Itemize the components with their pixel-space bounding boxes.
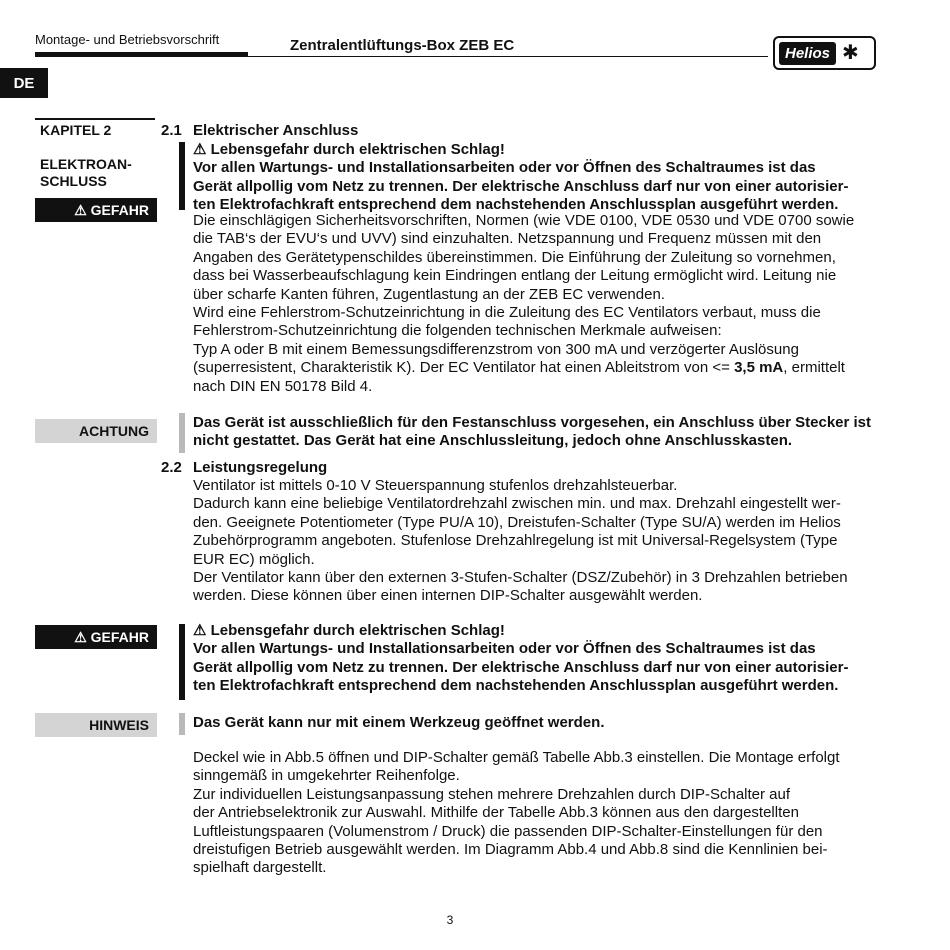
- chapter-title-line: ELEKTROAN-: [40, 156, 132, 172]
- body-line: Wird eine Fehlerstrom-Schutzeinrichtung in die Zuleitung des EC Ventilators verbaut, muss die: [193, 304, 821, 322]
- body-line: Zur individuellen Leistungsanpassung stehen mehrere Drehzahlen durch DIP-Schalter auf: [193, 785, 791, 803]
- warning-line: Gerät allpollig vom Netz zu trennen. Der elektrische Anschluss darf nur von einer autorisier-: [193, 177, 849, 195]
- body-line: spielhaft dargestellt.: [193, 859, 327, 877]
- body-line: Dadurch kann eine beliebige Ventilatordrehzahl zwischen min. und max. Drehzahl eingestellt wer-: [193, 495, 841, 513]
- body-line: nach DIN EN 50178 Bild 4.: [193, 377, 373, 395]
- rcd-text: mit einem Bemessungsdifferenzstrom von: [278, 340, 566, 358]
- gefahr-label-text: GEFAHR: [90, 202, 149, 218]
- warning-bar: [179, 142, 185, 210]
- doc-type: Montage- und Betriebsvorschrift: [35, 32, 220, 47]
- body-line: der Antriebselektronik zur Auswahl. Mithilfe der Tabelle Abb.3 können aus den dargestellten: [193, 804, 799, 822]
- achtung-bar: [179, 413, 185, 453]
- body-line: sinngemäß in umgekehrter Reihenfolge.: [193, 767, 460, 785]
- header-rule-thick: [35, 52, 248, 57]
- achtung-label: ACHTUNG: [35, 419, 157, 443]
- chapter-rule: [35, 118, 155, 120]
- body-line: Fehlerstrom-Schutzeinrichtung die folgenden technischen Merkmale aufweisen:: [193, 322, 722, 340]
- section-number: 2.2: [161, 459, 182, 476]
- body-line: Die einschlägigen Sicherheitsvorschriften, Normen (wie VDE 0100, VDE 0530 und VDE 0700 sowie: [193, 212, 855, 229]
- warning-triangle-icon: ⚠: [193, 622, 207, 639]
- section-body: [193, 212, 909, 396]
- language-tab: DE: [0, 68, 48, 98]
- rcd-type-a: Typ A: [193, 340, 230, 358]
- gefahr-label-text: GEFAHR: [90, 629, 149, 645]
- body-line: EUR EC) möglich.: [193, 550, 315, 568]
- warning-line: Vor allen Wartungs- und Installationsarbeiten oder vor Öffnen des Schaltraumes ist das: [193, 640, 816, 658]
- hinweis-text: Das Gerät kann nur mit einem Werkzeug geöffnet werden.: [193, 714, 605, 731]
- rcd-text: und verzögerter Auslösung: [616, 340, 799, 358]
- body-line: dass bei Wasserbeaufschlagung kein Eindringen entlang der Leitung ermöglicht wird. Leitung nie: [193, 267, 837, 285]
- doc-title: Zentralentlüftungs-Box ZEB EC: [290, 37, 515, 54]
- achtung-line: nicht gestattet. Das Gerät hat eine Anschlussleitung, jedoch ohne Anschlusskasten.: [193, 432, 793, 450]
- rcd-text: oder: [229, 340, 269, 358]
- body-line: Angaben des Gerätetypenschildes übereinstimmen. Die Einführung der Zuleitung so vornehmen,: [193, 248, 836, 266]
- warning-title: Lebensgefahr durch elektrischen Schlag!: [210, 141, 505, 158]
- warning-line: Vor allen Wartungs- und Installationsarbeiten oder vor Öffnen des Schaltraumes ist das: [193, 159, 816, 177]
- rcd-text: , ermittelt: [783, 359, 845, 377]
- section-title: Leistungsregelung: [193, 459, 328, 476]
- section-number: 2.1: [161, 122, 182, 139]
- rcd-type-b: B: [268, 340, 279, 358]
- body-line: Ventilator ist mittels 0-10 V Steuerspannung stufenlos drehzahlsteuerbar.: [193, 477, 678, 494]
- rcd-text: (superresistent, Charakteristik K). Der EC Ventilator hat einen Ableitstrom von <=: [193, 359, 735, 377]
- hinweis-label: HINWEIS: [35, 713, 157, 737]
- warning-bar: [179, 624, 185, 700]
- logo-text: Helios: [779, 42, 836, 65]
- helios-logo: [773, 36, 876, 70]
- page-number: 3: [446, 913, 454, 927]
- fan-icon: ✱: [842, 42, 859, 64]
- body-line: Deckel wie in Abb.5 öffnen und DIP-Schalter gemäß Tabelle Abb.3 einstellen. Die Montage erfolgt: [193, 749, 840, 766]
- chapter-title: [40, 156, 132, 190]
- warning-title: Lebensgefahr durch elektrischen Schlag!: [210, 622, 505, 639]
- warning-block: [193, 622, 909, 696]
- body-line: über scharfe Kanten führen, Zugentlastung an der ZEB EC verwenden.: [193, 285, 665, 303]
- section-body: [193, 477, 909, 606]
- warning-triangle-icon: ⚠: [74, 201, 87, 218]
- rcd-line-2: [193, 359, 909, 377]
- body-line: die TAB‘s der EVU‘s und UVV) sind einzuhalten. Netzspannung und Frequenz müssen mit den: [193, 230, 822, 248]
- achtung-block: [193, 414, 909, 451]
- section-title: Elektrischer Anschluss: [193, 122, 359, 139]
- body-line: werden. Diese können über einen internen DIP-Schalter ausgewählt werden.: [193, 587, 703, 605]
- leakage-current: 3,5 mA: [734, 359, 784, 377]
- gefahr-label: [35, 198, 157, 222]
- warning-line: Gerät allpollig vom Netz zu trennen. Der elektrische Anschluss darf nur von einer autorisier-: [193, 658, 849, 676]
- body-line: den. Geeignete Potentiometer (Type PU/A 10), Dreistufen-Schalter (Type SU/A) werden im Helios: [193, 513, 841, 531]
- final-paragraph: [193, 749, 909, 878]
- achtung-line: Das Gerät ist ausschließlich für den Festanschluss vorgesehen, ein Anschluss über Stecker ist: [193, 414, 872, 431]
- warning-triangle-icon: ⚠: [74, 628, 87, 645]
- chapter-title-line: SCHLUSS: [40, 173, 107, 189]
- body-line: Der Ventilator kann über den externen 3-Stufen-Schalter (DSZ/Zubehör) in 3 Drehzahlen betrieben: [193, 569, 848, 587]
- gefahr-label: [35, 625, 157, 649]
- warning-line: ten Elektrofachkraft entsprechend dem nachstehenden Anschlussplan ausgeführt werden.: [193, 677, 839, 695]
- header-rule-thin: [248, 56, 768, 57]
- warning-block: [193, 141, 909, 215]
- body-line: dreistufigen Betrieb ausgewählt werden. Im Diagramm Abb.4 und Abb.8 sind die Kennlinien bei-: [193, 841, 828, 859]
- rcd-type-line: [193, 341, 909, 359]
- chapter-label: KAPITEL 2: [40, 122, 112, 138]
- body-line: Zubehörprogramm angeboten. Stufenlose Drehzahlregelung ist mit Universal-Regelsystem (Type: [193, 532, 838, 550]
- hinweis-bar: [179, 713, 185, 735]
- warning-triangle-icon: ⚠: [193, 141, 207, 158]
- warning-line: ten Elektrofachkraft entsprechend dem nachstehenden Anschlussplan ausgeführt werden.: [193, 196, 839, 214]
- rcd-current: 300 mA: [565, 340, 617, 358]
- body-line: Luftleistungspaaren (Volumenstrom / Druck) die passenden DIP-Schalter-Einstellungen für den: [193, 822, 823, 840]
